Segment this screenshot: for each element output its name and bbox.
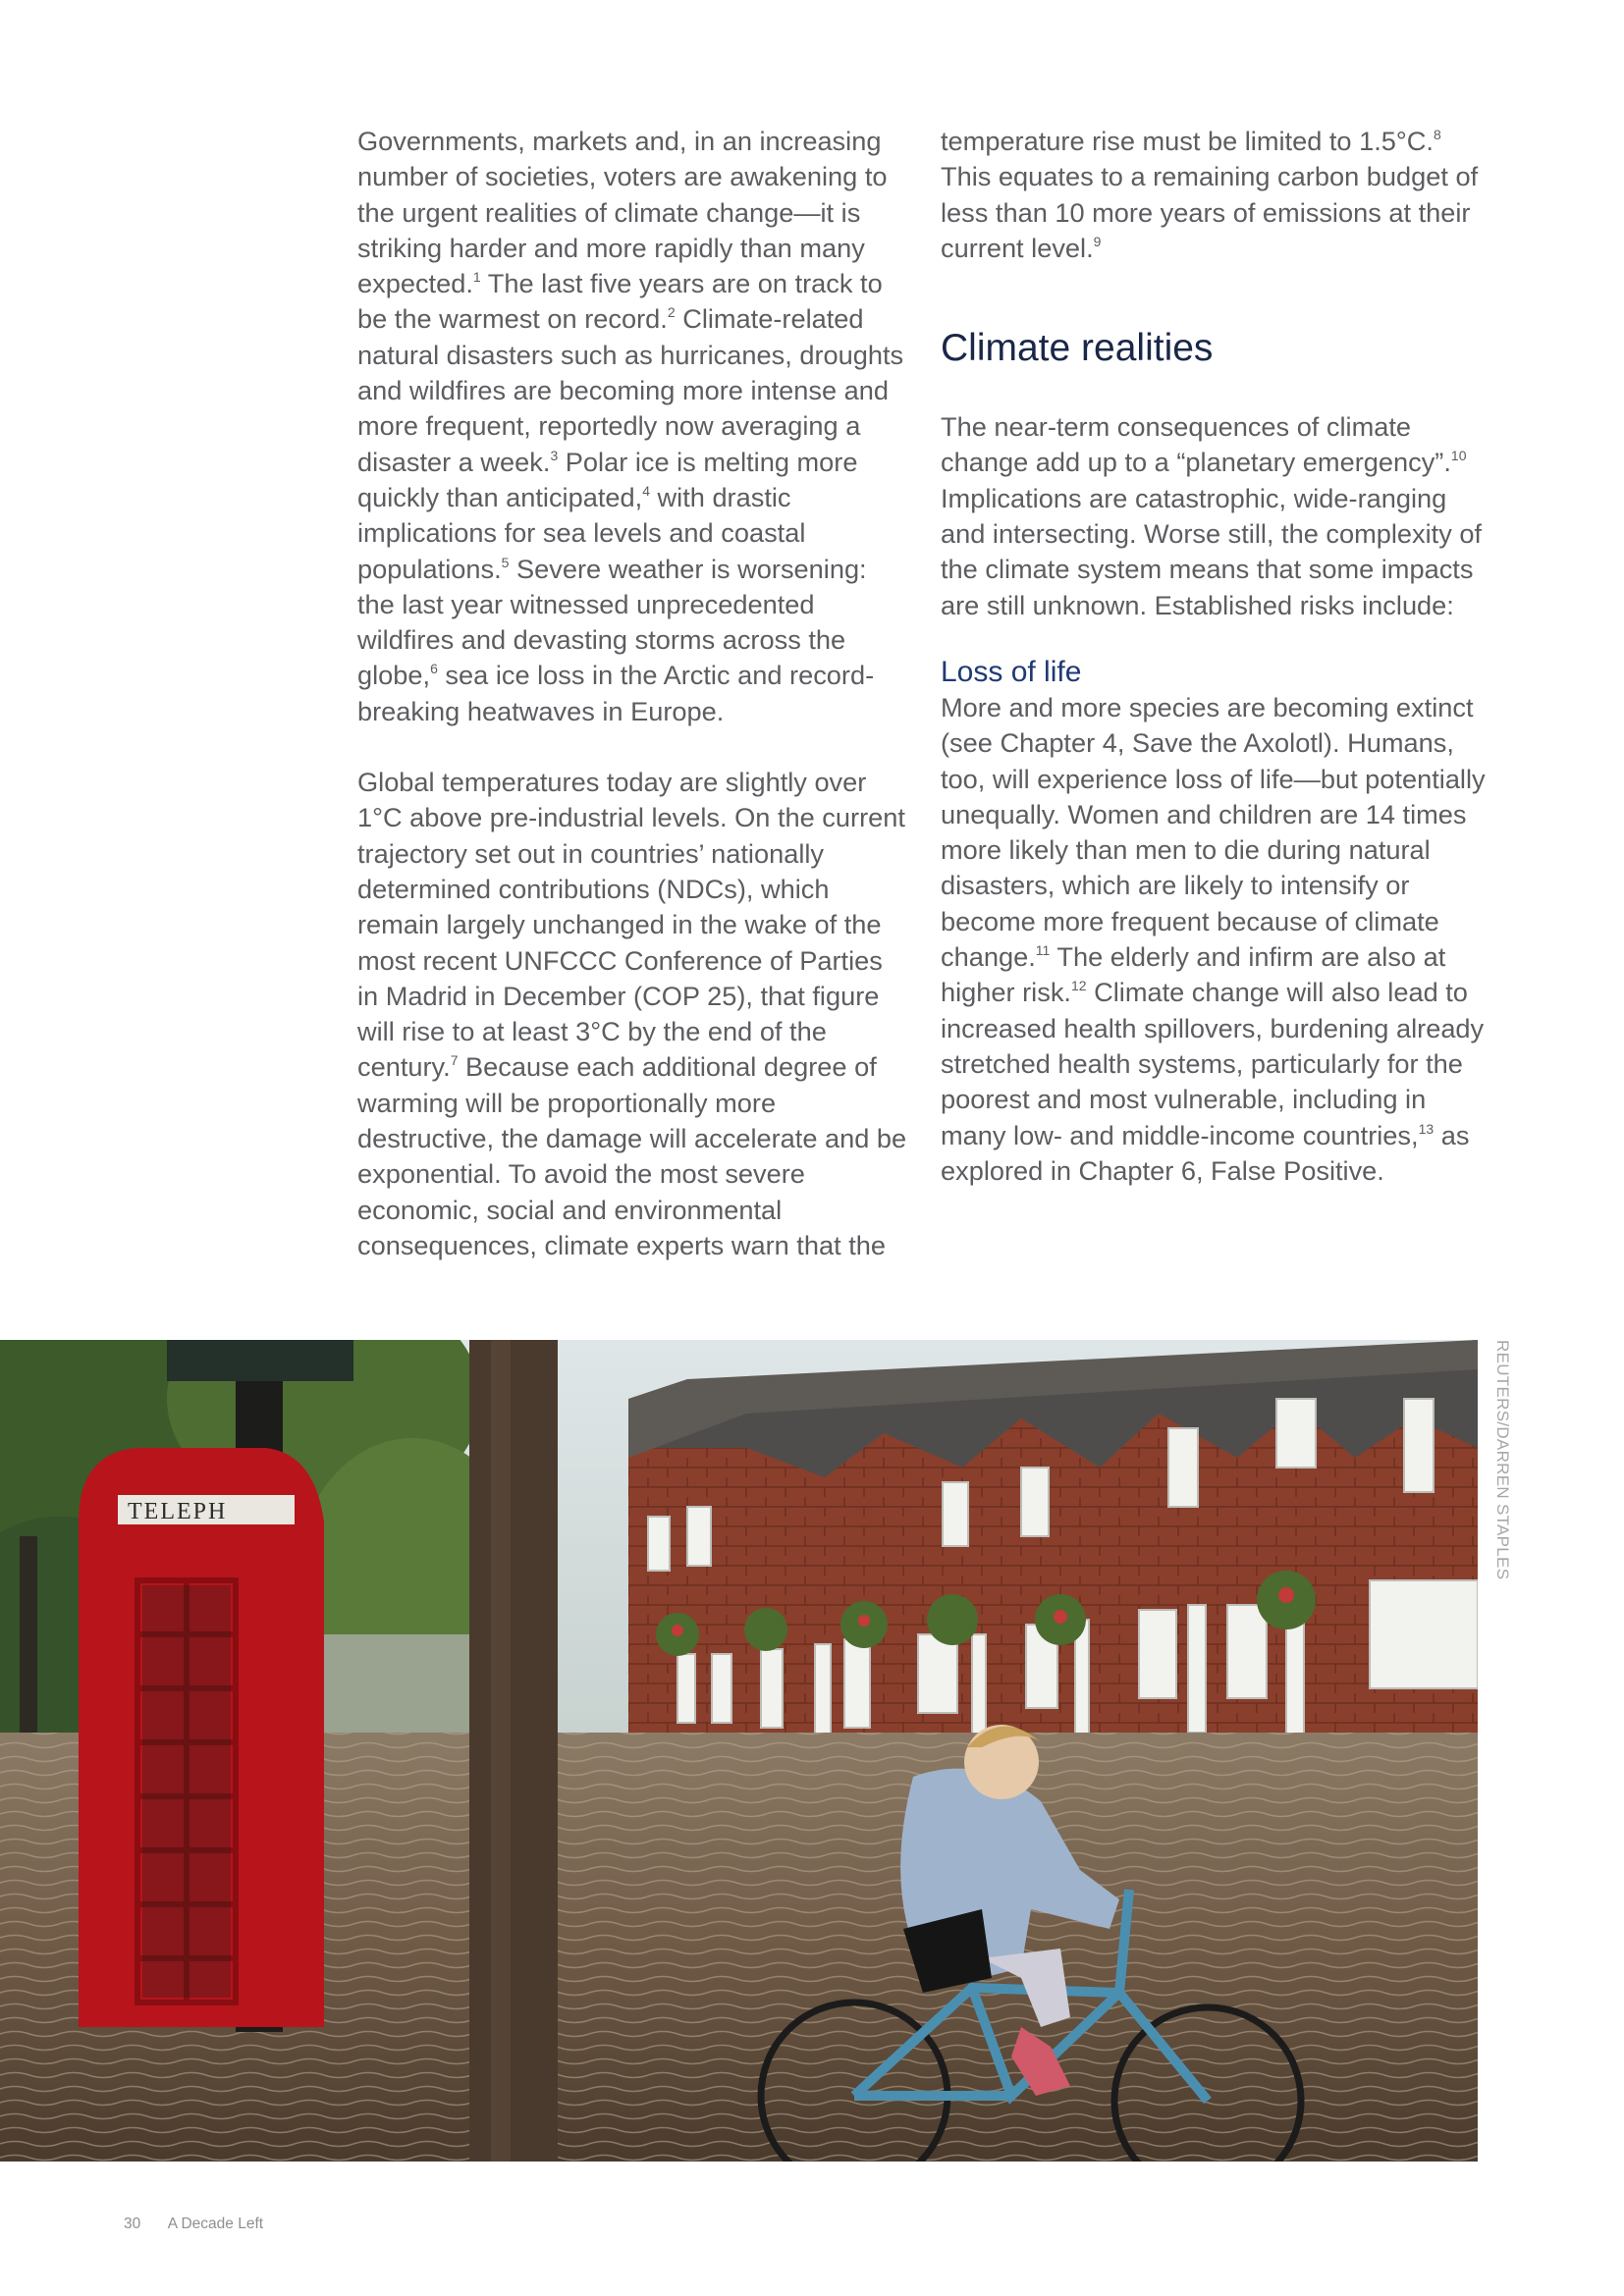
tree-trunk [469,1340,558,2162]
photo-credit: REUTERS/DARREN STAPLES [1493,1340,1512,1580]
subheading: Loss of life [941,655,1082,688]
footnote-ref[interactable]: 1 [472,269,481,286]
flood-photograph [0,1340,1478,2162]
phone-box-sign: TELEPH [128,1499,228,1524]
paragraph-loss-of-life: More and more species are becoming extinct (see Chapter 4, Save the Axolotl). Humans, too, will experience loss of life—but potentially unequally. Women and children are 14 times more likely than men to die during natural disasters, which are likely to intensify or become more frequent because of climate change.$^{11}$ The elderly and infirm are also at higher risk.$^{12}$ Climate change will also lead to increased health spillovers, burdening already stretched health systems, particularly for the poorest and most vulnerable, including in many low- and middle-income countries,$^{13}$ as explored in Chapter 6, False Positive. [941,691,1486,1186]
paragraph-intro: Governments, markets and, in an increasing number of societies, voters are awakening to the urgent realities of climate change—it is striking harder and more rapidly than many expected.$^1$ The last five years are on track to be the warmest on record.$^2$ Climate-related natural disasters such as hurricanes, droughts and wildfires are becoming more intense and more frequent, reportedly now averaging a disaster a week.$^3$ Polar ice is melting more quickly than anticipated,$^4$ with drastic implications for sea levels and coastal populations.$^5$ Severe weather is worsening: the last year witnessed unprecedented wildfires and devasting storms across the globe,$^6$ sea ice loss in the Arctic and record-breaking heatwaves in Europe. [357,126,904,726]
right-column [941,124,1490,1189]
red-telephone-box [79,1448,324,2027]
footnote-ref[interactable]: 2 [667,304,676,321]
footnote-ref[interactable]: 4 [642,482,650,499]
left-column [357,124,907,1263]
flood-scene [0,1340,1478,2162]
footnote-ref[interactable]: 13 [1418,1120,1435,1137]
paragraph-temperatures: Global temperatures today are slightly over 1°C above pre-industrial levels. On the current trajectory set out in countries’ nationally determined contributions (NDCs), which remain largely unchanged in the wake of the most recent UNFCCC Conference of Parties in Madrid in December (COP 25), that figure will rise to at least 3°C by the end of the century.$^7$ Because each additional degree of warming will be proportionally more destructive, the damage will accelerate and be exponential. To avoid the most severe economic, social and environmental consequences, climate experts warn that the [357,767,907,1260]
footnote-ref[interactable]: 9 [1093,233,1102,249]
footnote-ref[interactable]: 10 [1450,448,1467,464]
publication-title: A Decade Left [167,2216,264,2232]
footnote-ref[interactable]: 11 [1035,942,1051,959]
footnote-ref[interactable]: 12 [1070,978,1087,994]
brick-terrace [628,1340,1478,1801]
section-heading: Climate realities [941,327,1214,370]
footnote-ref[interactable]: 7 [450,1052,459,1069]
paragraph-consequences: The near-term consequences of climate change add up to a “planetary emergency”.$^{10}$ Implications are catastrophic, wide-ranging and intersecting. Worse still, the complexity of the climate system means that some impacts are still unknown. Established risks include: [941,411,1483,620]
page-footer [124,2216,287,2233]
paragraph-budget: temperature rise must be limited to 1.5°C.$^8$ This equates to a remaining carbon budget of less than 10 more years of emissions at their current level.$^9$ [941,126,1479,263]
footnote-ref[interactable]: 6 [430,661,438,677]
page-number: 30 [124,2216,141,2232]
footnote-ref[interactable]: 8 [1433,127,1441,142]
footnote-ref[interactable]: 3 [550,447,559,463]
footnote-ref[interactable]: 5 [501,554,510,570]
